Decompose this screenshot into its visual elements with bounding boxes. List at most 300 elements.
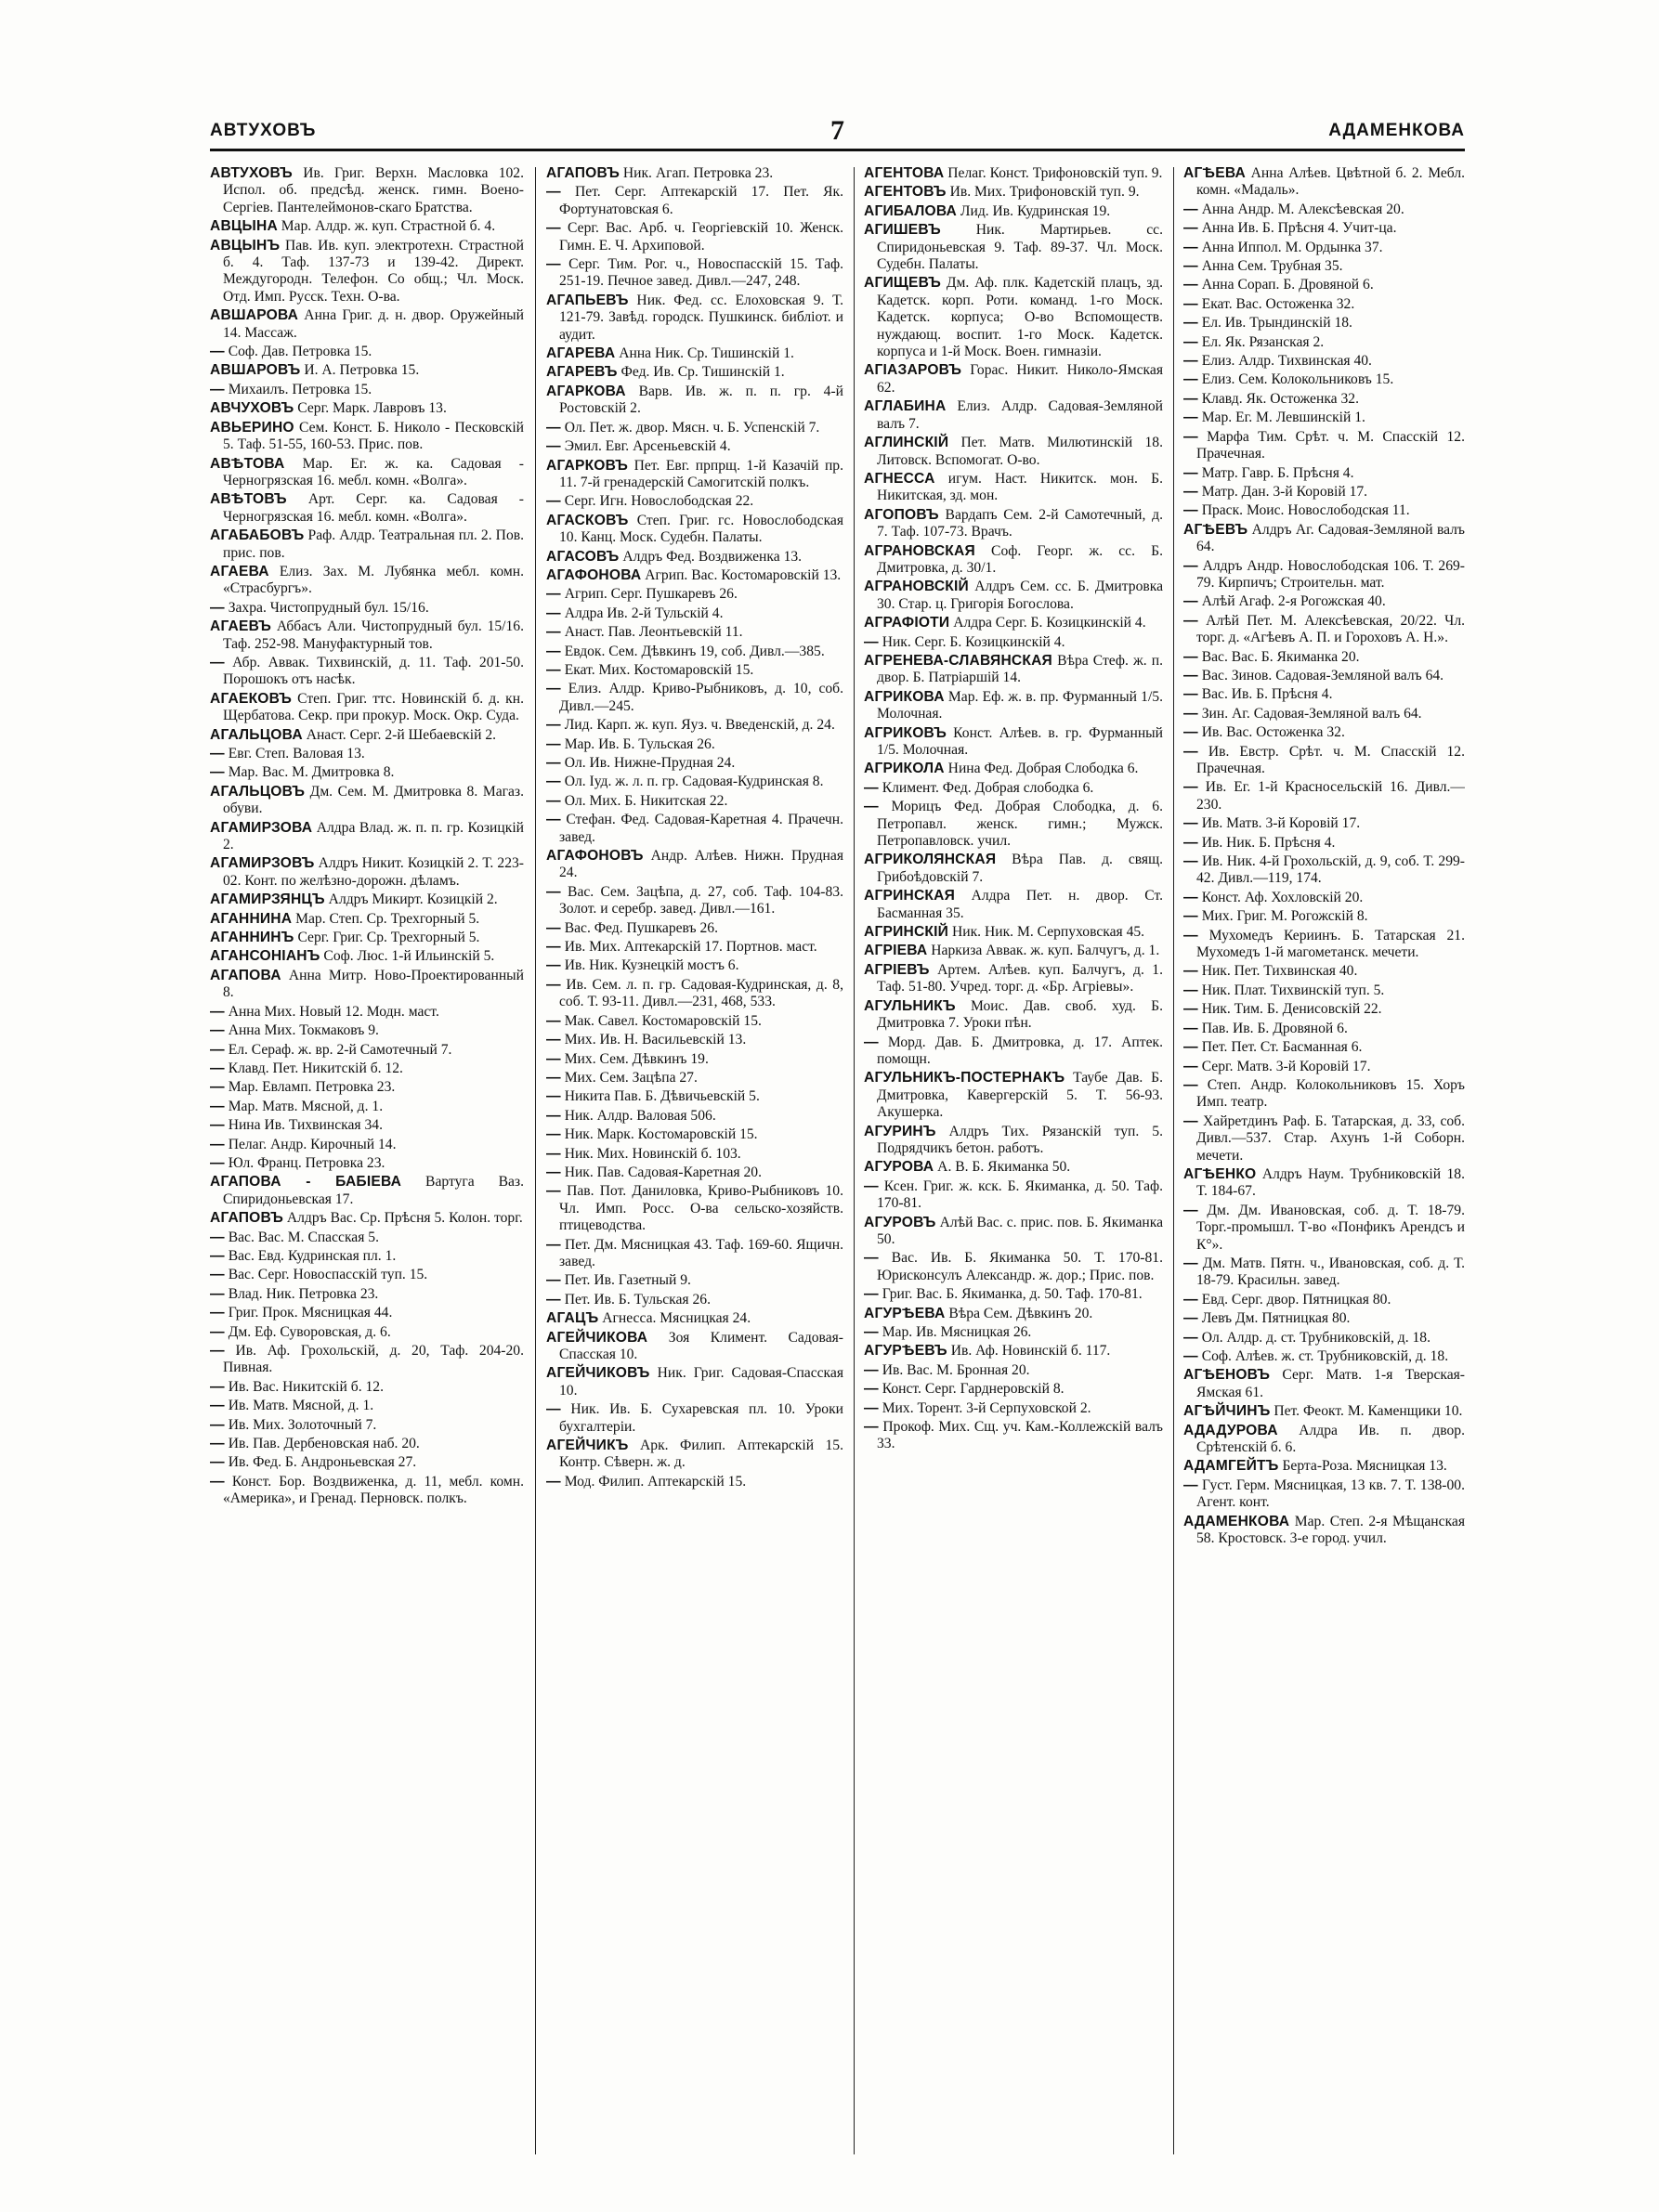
entry-details: Ив. Пав. Дербеновская наб. 20.: [224, 1436, 420, 1452]
entry-details: Берта-Роза. Мясницкая 13.: [1278, 1458, 1447, 1475]
entry-details: Вас. Сем. Зацѣпа, д. 27, соб. Таф. 104-83. Золот. и серебр. завед. Дивл.—161.: [559, 883, 843, 917]
directory-entry: [1183, 429, 1465, 463]
entry-details: Елиз. Алдр. Тихвинская 40.: [1197, 353, 1372, 370]
entry-surname: —: [546, 957, 561, 974]
entry-details: Алдра Серг. Б. Козицкинскiй 4.: [949, 615, 1146, 631]
directory-entry: [210, 1417, 524, 1434]
directory-entry: [210, 1079, 524, 1096]
entry-surname: —: [210, 1060, 225, 1076]
directory-entry: [210, 727, 524, 744]
entry-surname: —: [210, 1079, 225, 1096]
directory-entry: [546, 644, 843, 660]
entry-details: Вас. Фед. Пушкаревъ 26.: [560, 919, 718, 936]
directory-entry: [864, 1306, 1163, 1322]
entry-surname: АГѢЙЧИНЪ: [1183, 1403, 1271, 1420]
entry-details: Пет. Пет. Ст. Басманная 6.: [1197, 1039, 1363, 1056]
entry-surname: АВТУХОВЪ: [210, 165, 293, 181]
entry-surname: —: [546, 1164, 561, 1180]
directory-entry: [1183, 240, 1465, 256]
entry-surname: —: [1183, 724, 1198, 741]
entry-details: Влад. Ник. Петровка 23.: [224, 1285, 379, 1302]
entry-details: Елиз. Алдр. Криво-Рыбниковъ, д. 10, соб. Дивл.—245.: [559, 681, 843, 714]
entry-details: Вѣра Стеф. ж. п. двор. Б. Патрiаршiй 14.: [877, 652, 1163, 686]
directory-entry: [1183, 1330, 1465, 1347]
directory-entry: [1183, 668, 1465, 684]
directory-entry: [546, 605, 843, 622]
directory-entry: [210, 691, 524, 725]
directory-entry: [210, 1174, 524, 1208]
entry-surname: АГЕНТОВА: [864, 165, 945, 181]
entry-surname: —: [1183, 1039, 1198, 1056]
entry-surname: —: [546, 1291, 561, 1308]
entry-details: Клавд. Як. Остоженка 32.: [1197, 390, 1359, 407]
column-1: [210, 165, 524, 2153]
directory-entry: [1183, 1458, 1465, 1475]
entry-surname: —: [1183, 648, 1198, 665]
directory-entry: [1183, 724, 1465, 741]
entry-details: Горас. Никит. Николо-Ямская 62.: [877, 362, 1163, 396]
entry-surname: —: [546, 774, 561, 790]
directory-entry: [210, 1343, 524, 1377]
entry-surname: —: [1183, 889, 1198, 905]
entry-surname: АГАПОВЪ: [210, 1210, 283, 1227]
directory-entry: [1183, 522, 1465, 556]
directory-entry: [1183, 649, 1465, 666]
entry-surname: АГАЛЬЦОВА: [210, 726, 303, 743]
directory-entry: [864, 275, 1163, 360]
entry-surname: АГУРѢЕВА: [864, 1305, 946, 1321]
directory-entry: [1183, 1203, 1465, 1254]
entry-details: Серг. Марк. Лавровъ 13.: [294, 400, 447, 417]
entry-surname: —: [1183, 201, 1198, 217]
directory-entry: [864, 852, 1163, 886]
entry-surname: АГРИКОВА: [864, 688, 945, 705]
entry-surname: АГАСОВЪ: [546, 548, 620, 565]
entry-surname: —: [1183, 982, 1198, 998]
directory-entry: [864, 543, 1163, 578]
entry-surname: —: [1183, 1113, 1198, 1129]
entry-details: Агрип. Вас. Костомаровскiй 13.: [641, 566, 842, 583]
entry-surname: АГРИКОВЪ: [864, 724, 947, 741]
directory-entry: [1183, 277, 1465, 293]
entry-details: Алдръ Фед. Воздвиженка 13.: [619, 548, 803, 565]
entry-details: Морицъ Фед. Добрая Слободка, д. 6. Петропавл. женск. гимн.; Мужск. Петропавловск. учил.: [877, 799, 1163, 850]
entry-details: Хайретдинъ Раф. Б. Татарская, д. 33, соб. Дивл.—537. Стар. Ахунъ 1-й Соборн. мечети.: [1196, 1113, 1465, 1164]
entry-details: Ник. Алдр. Валовая 506.: [560, 1107, 716, 1124]
directory-entry: [864, 1343, 1163, 1360]
entry-details: Дм. Матв. Пятн. ч., Ивановская, соб. д. Т. 18-79. Красильн. завед.: [1196, 1255, 1465, 1289]
entry-surname: АГЕЙЧИКОВА: [546, 1329, 648, 1346]
entry-surname: —: [546, 939, 561, 956]
entry-surname: —: [546, 1032, 561, 1048]
entry-surname: —: [864, 1399, 879, 1416]
directory-entry: [1183, 220, 1465, 237]
entry-surname: —: [210, 1154, 225, 1171]
entry-details: Пав. Ив. Б. Дровяной 6.: [1197, 1020, 1348, 1036]
entry-surname: —: [1183, 295, 1198, 312]
directory-entry: [864, 471, 1163, 505]
directory-entry: [1183, 1292, 1465, 1308]
entry-details: Евдок. Сем. Дѣвкинъ 19, соб. Дивл.—385.: [560, 643, 825, 659]
directory-entry: [546, 1474, 843, 1490]
directory-entry: [546, 1237, 843, 1271]
directory-entry: [1183, 1001, 1465, 1018]
entry-details: Евд. Серг. двор. Пятницкая 80.: [1197, 1291, 1391, 1308]
entry-surname: АГАПЬЕВЪ: [546, 292, 629, 308]
entry-surname: —: [864, 779, 879, 796]
entry-details: Алѣй Агаф. 2-я Рогожская 40.: [1197, 593, 1386, 610]
entry-details: Анна Ив. Б. Прѣсня 4. Учит-ца.: [1197, 220, 1397, 237]
entry-details: Серг. Григ. Ср. Трехгорный 5.: [294, 930, 480, 946]
directory-entry: [210, 655, 524, 689]
directory-entry: [864, 962, 1163, 996]
entry-details: Ник. Пав. Садовая-Каретная 20.: [560, 1164, 762, 1180]
directory-entry: [864, 1124, 1163, 1158]
directory-entry: [864, 1250, 1163, 1284]
entry-surname: АГУРОВА: [864, 1159, 934, 1176]
entry-surname: —: [1183, 593, 1198, 610]
entry-surname: —: [1183, 743, 1198, 760]
directory-entry: [210, 1267, 524, 1283]
entry-surname: —: [546, 1236, 561, 1253]
entry-surname: —: [210, 764, 225, 781]
directory-entry: [1183, 484, 1465, 501]
directory-entry: [546, 1051, 843, 1068]
entry-surname: —: [546, 1473, 561, 1490]
entry-surname: АВЧУХОВЪ: [210, 400, 294, 417]
entry-details: Артем. Алѣев. куп. Балчугъ, д. 1. Таф. 51-80. Учред. торг. д. «Бр. Агрiевы».: [877, 961, 1163, 995]
entry-details: Клавд. Пет. Никитскiй б. 12.: [224, 1060, 403, 1076]
entry-surname: —: [1183, 927, 1198, 943]
entry-details: Мар. Ег. М. Левшинскiй 1.: [1197, 410, 1365, 426]
entry-details: Праск. Моис. Новослободская 11.: [1197, 502, 1410, 519]
entry-details: Анна Мих. Токмаковъ 9.: [224, 1022, 379, 1039]
directory-entry: [546, 513, 843, 547]
entry-surname: —: [1183, 390, 1198, 407]
entry-details: Конст. Алѣев. в. гр. Фурманный 1/5. Молочная.: [877, 724, 1163, 758]
entry-details: Ив. Сем. л. п. гр. Садовая-Кудринская, д. 8, соб. Т. 93-11. Дивл.—231, 468, 533.: [559, 976, 843, 1010]
entry-surname: —: [546, 1272, 561, 1289]
directory-entry: [546, 1438, 843, 1472]
entry-surname: —: [546, 493, 561, 510]
entry-details: Мих. Торент. 3-й Серпуховской 2.: [878, 1399, 1091, 1416]
entry-details: Морд. Дав. Б. Дмитровка, д. 17. Аптек. помощн.: [877, 1034, 1163, 1067]
entry-surname: АГАРЕВЪ: [546, 364, 618, 381]
entry-details: Алдра Ив. 2-й Тульскiй 4.: [560, 605, 724, 621]
entry-surname: —: [864, 1286, 879, 1303]
entry-surname: АВШАРОВЪ: [210, 362, 301, 379]
entry-details: Алдра Пет. н. двор. Ст. Басманная 35.: [877, 888, 1163, 921]
entry-details: Зоя Климент. Садовая-Спасская 10.: [559, 1329, 843, 1362]
entry-details: Алѣй Вас. с. прис. пов. Б. Якиманка 50.: [877, 1214, 1163, 1247]
entry-surname: —: [210, 1416, 225, 1433]
directory-entry: [864, 435, 1163, 469]
directory-entry: [210, 891, 524, 908]
entry-details: Матр. Дан. 3-й Коровiй 17.: [1197, 483, 1368, 500]
entry-surname: —: [210, 344, 225, 360]
directory-entry: [546, 458, 843, 492]
entry-surname: —: [864, 633, 879, 650]
entry-surname: АВЬЕРИНО: [210, 419, 294, 436]
directory-entry: [1183, 1348, 1465, 1365]
directory-entry: [210, 1022, 524, 1039]
entry-surname: —: [210, 1323, 225, 1340]
entry-details: Сем. Конст. Б. Николо - Песковскiй 5. Таф. 51-55, 160-53. Прис. пов.: [223, 419, 524, 453]
entry-surname: —: [1183, 557, 1198, 574]
directory-entry: [864, 184, 1163, 201]
directory-entry: [546, 1292, 843, 1308]
entry-surname: —: [1183, 1329, 1198, 1346]
entry-details: Алдръ Вас. Ср. Прѣсня 5. Колон. торг.: [282, 1210, 523, 1227]
entry-details: Вѣра Пав. д. свящ. Грибоѣдовскiй 7.: [877, 852, 1163, 885]
entry-surname: АГУРИНЪ: [864, 1123, 936, 1139]
directory-entry: [546, 1401, 843, 1436]
entry-details: Ол. Пет. ж. двор. Мясн. ч. Б. Успенскiй 7.: [560, 419, 820, 436]
directory-entry: [864, 653, 1163, 687]
column-divider: [535, 167, 536, 2154]
entry-surname: —: [1183, 239, 1198, 255]
directory-entry: [1183, 391, 1465, 408]
entry-surname: АГАРКОВЪ: [546, 457, 629, 474]
entry-details: Дм. Дм. Ивановская, соб. д. Т. 18-79. Торг.-промышл. Т-во «Понфикъ Арендсъ и К°».: [1196, 1202, 1465, 1253]
entry-details: Михаилъ. Петровка 15.: [224, 381, 372, 397]
entry-details: Серг. Игн. Новослободская 22.: [560, 493, 754, 510]
directory-entry: [864, 1215, 1163, 1249]
entry-surname: —: [1183, 1477, 1198, 1493]
entry-surname: —: [546, 735, 561, 752]
entry-details: Анна Андр. М. Алексѣевская 20.: [1197, 201, 1404, 217]
directory-entry: [1183, 296, 1465, 313]
entry-details: Марфа Тим. Срѣт. ч. М. Спасскiй 12. Прачечная.: [1196, 428, 1465, 462]
directory-entry: [210, 784, 524, 818]
entry-surname: —: [210, 746, 225, 761]
directory-entry: [210, 218, 524, 235]
entry-details: Ив. Мих. Аптекарскiй 17. Портнов. маст.: [560, 939, 817, 956]
directory-entry: [210, 855, 524, 890]
entry-details: Вардапъ Сем. 2-й Самотечный, д. 7. Таф. 107-73. Врачъ.: [877, 506, 1163, 540]
entry-details: Вас. Серг. Новоспасскiй туп. 15.: [224, 1267, 428, 1283]
directory-entry: [1183, 593, 1465, 610]
directory-entry: [864, 1034, 1163, 1069]
entry-surname: АГАПОВЪ: [546, 165, 620, 181]
entry-surname: АГѢЕНКО: [1183, 1165, 1257, 1182]
entry-surname: АГРIЕВЪ: [864, 961, 930, 978]
entry-details: Лид. Карп. ж. куп. Яуз. ч. Введенскiй, д. 24.: [560, 717, 835, 734]
entry-surname: —: [1183, 353, 1198, 370]
entry-surname: —: [210, 1378, 225, 1395]
directory-entry: [546, 1365, 843, 1399]
entry-details: Дм. Аф. плк. Кадетскiй плацъ, зд. Кадетск. корп. Роти. команд. 1-го Моск. Кадетск. корпуса; О-во Вспомоществ. нуждающ. воспит. 1-го Моск. Кадетск. корпуса и 1-й Моск. Воен. гимназiи.: [877, 275, 1163, 360]
entry-surname: —: [546, 1145, 561, 1162]
entry-surname: —: [1183, 1310, 1198, 1327]
entry-details: Пет. Феокт. М. Каменщики 10.: [1270, 1403, 1463, 1420]
entry-details: Лид. Ив. Кудринская 19.: [957, 202, 1111, 219]
entry-surname: —: [1183, 815, 1198, 832]
entry-surname: —: [210, 1285, 225, 1302]
entry-details: Мар. Еф. ж. в. пр. Фурманный 1/5. Молочная.: [877, 688, 1163, 722]
directory-entry: [864, 888, 1163, 922]
entry-surname: АГАННИНЪ: [210, 930, 294, 946]
entry-details: Анна Ник. Ср. Тишинскiй 1.: [615, 345, 794, 362]
entry-surname: —: [864, 1419, 879, 1436]
directory-entry: [210, 491, 524, 526]
entry-details: Анна Сорап. Б. Дровяной 6.: [1197, 277, 1374, 293]
entry-details: Серг. Вас. Арб. ч. Георгiевскiй 10. Женск. Гимн. Е. Ч. Архиповой.: [559, 220, 843, 254]
entry-surname: —: [546, 755, 561, 771]
directory-entry: [1183, 1310, 1465, 1327]
directory-entry: [1183, 890, 1465, 906]
entry-surname: —: [210, 1398, 225, 1414]
entry-details: Пет. Евг. прпрщ. 1-й Казачiй пр. 11. 7-й гренадерскiй Самогитскiй полкъ.: [559, 457, 843, 490]
directory-entry: [210, 1155, 524, 1172]
entry-details: Мар. Степ. 2-я Мѣщанская 58. Кростовск. 3-е город. учил.: [1196, 1513, 1465, 1547]
entry-details: Соф. Алѣев. ж. ст. Трубниковскiй, д. 18.: [1197, 1348, 1449, 1364]
directory-entry: [864, 725, 1163, 760]
directory-entry: [1183, 1514, 1465, 1548]
directory-entry: [210, 362, 524, 379]
directory-entry: [210, 1454, 524, 1471]
directory-entry: [1183, 371, 1465, 388]
entry-surname: АГИЩЕВЪ: [864, 275, 942, 292]
entry-details: Елиз. Сем. Колокольниковъ 15.: [1197, 371, 1394, 388]
entry-surname: —: [546, 1088, 561, 1105]
entry-surname: —: [210, 1041, 225, 1058]
entry-surname: —: [1183, 667, 1198, 683]
entry-surname: —: [546, 661, 561, 678]
entry-surname: —: [864, 1250, 879, 1267]
directory-entry: [1183, 202, 1465, 218]
directory-entry: [864, 1178, 1163, 1213]
entry-surname: АГОПОВЪ: [864, 506, 939, 523]
entry-surname: —: [1183, 1291, 1198, 1308]
entry-details: Мар. Вас. М. Дмитровка 8.: [224, 764, 395, 781]
entry-details: Мар. Евламп. Петровка 23.: [224, 1079, 396, 1096]
entry-surname: —: [210, 381, 225, 397]
entry-details: Ив. Ег. 1-й Красносельскiй 16. Дивл.—230.: [1196, 779, 1465, 813]
entry-details: Андр. Алѣев. Нижн. Прудная 24.: [559, 848, 843, 881]
directory-entry: [210, 238, 524, 306]
directory-entry: [864, 1286, 1163, 1303]
entry-details: Елиз. Алдр. Садовая-Земляной валъ 7.: [877, 398, 1163, 432]
entry-details: Эмил. Евг. Арсеньевскiй 4.: [560, 438, 731, 455]
directory-entry: [210, 746, 524, 762]
entry-surname: —: [1183, 686, 1198, 703]
entry-details: Вартуга Ваз. Спиридоньевская 17.: [223, 1174, 524, 1207]
entry-details: А. В. Б. Якиманка 50.: [934, 1159, 1071, 1176]
entry-details: Вас. Ив. Б. Прѣсня 4.: [1197, 686, 1333, 703]
entry-surname: —: [1183, 1076, 1198, 1093]
entry-surname: АГАБАБОВЪ: [210, 527, 305, 544]
directory-entry: [864, 1419, 1163, 1453]
entry-surname: —: [210, 1473, 225, 1490]
entry-details: Григ. Вас. Б. Якиманка, д. 50. Таф. 170-81.: [878, 1286, 1143, 1303]
entry-surname: —: [546, 792, 561, 809]
entry-surname: —: [1183, 1348, 1198, 1364]
entry-surname: АВЦЫНА: [210, 218, 278, 235]
entry-surname: —: [1183, 705, 1198, 722]
entry-surname: —: [546, 1126, 561, 1143]
entry-details: Алѣй Пет. М. Алексѣевская, 20/22. Чл. торг. д. «Агѣевъ А. П. и Гороховъ А. Н.».: [1196, 612, 1465, 646]
entry-details: Елиз. Зах. М. Лубянка мебл. комн. «Страсбургъ».: [223, 563, 524, 597]
entry-details: Никита Пав. Б. Дѣвичьевскiй 5.: [560, 1088, 760, 1105]
entry-surname: —: [546, 586, 561, 603]
entry-details: Екат. Мих. Костомаровскiй 15.: [560, 661, 754, 678]
entry-surname: —: [210, 1436, 225, 1452]
entry-details: Ол. Ив. Нижне-Прудная 24.: [560, 755, 736, 771]
directory-entry: [864, 689, 1163, 723]
directory-entry: [210, 1230, 524, 1246]
entry-details: Ник. Плат. Тихвинскiй туп. 5.: [1197, 982, 1385, 998]
directory-entry: [546, 681, 843, 715]
entry-details: Мод. Филип. Аптекарскiй 15.: [560, 1473, 747, 1490]
entry-surname: —: [210, 1454, 225, 1471]
directory-entry: [210, 930, 524, 946]
entry-surname: АГАЕВА: [210, 563, 269, 579]
directory-entry: [864, 1324, 1163, 1341]
entry-details: Пет. Ив. Газетный 9.: [560, 1272, 691, 1289]
directory-entry: [210, 1099, 524, 1115]
entry-surname: —: [210, 1136, 225, 1152]
directory-entry: [210, 1286, 524, 1303]
directory-entry: [546, 1108, 843, 1125]
directory-entry: [546, 293, 843, 344]
directory-entry: [210, 948, 524, 965]
directory-entry: [210, 1474, 524, 1508]
entry-surname: —: [1183, 612, 1198, 629]
entry-surname: АГАЕВЪ: [210, 618, 272, 635]
entry-surname: АВШАРОВА: [210, 307, 299, 324]
entry-details: Левъ Дм. Пятницкая 80.: [1197, 1310, 1351, 1327]
entry-surname: —: [210, 599, 225, 616]
directory-entry: [1183, 1059, 1465, 1075]
directory-entry: [1183, 686, 1465, 703]
entry-surname: АГЛИНСКIЙ: [864, 435, 949, 451]
page-number: 7: [830, 115, 844, 146]
entry-details: Анна Иппол. М. Ордынка 37.: [1197, 239, 1383, 255]
directory-entry: [546, 624, 843, 641]
directory-entry: [546, 1330, 843, 1364]
directory-entry: [546, 1146, 843, 1163]
entry-details: Ив. Матв. Мясной, д. 1.: [224, 1398, 374, 1414]
entry-details: Ник. Ник. М. Серпуховская 45.: [948, 924, 1145, 941]
directory-entry: [1183, 558, 1465, 592]
entry-details: Пет. Дм. Мясницкая 43. Таф. 169-60. Ящичн. завед.: [559, 1236, 843, 1269]
entry-details: Ив. Мих. Золоточный 7.: [224, 1416, 377, 1433]
entry-details: Ол. Алдр. д. ст. Трубниковскiй, д. 18.: [1197, 1329, 1430, 1346]
entry-surname: —: [864, 1381, 879, 1398]
entry-surname: —: [546, 624, 561, 641]
entry-surname: АГIАЗАРОВЪ: [864, 362, 962, 379]
entry-surname: —: [1183, 502, 1198, 519]
entry-surname: АГАМИРЗЯНЦЪ: [210, 891, 325, 908]
entry-details: Алдръ Тих. Рязанскiй туп. 5. Подрядчикъ бетон. работъ.: [877, 1123, 1163, 1156]
directory-entry: [546, 793, 843, 810]
entry-details: Ол. Iуд. ж. л. п. гр. Садовая-Кудринская 8.: [560, 774, 824, 790]
directory-entry: [546, 1070, 843, 1086]
entry-details: Стефан. Фед. Садовая-Каретная 4. Прачечн. завед.: [559, 812, 843, 845]
entry-details: Моис. Дав. своб. худ. Б. Дмитровка 7. Уроки пѣн.: [877, 997, 1163, 1032]
entry-surname: АГРАНОВСКIЙ: [864, 579, 969, 595]
directory-entry: [546, 774, 843, 790]
directory-entry: [864, 943, 1163, 959]
entry-surname: АГРIЕВА: [864, 943, 928, 959]
entry-surname: АГАСКОВЪ: [546, 512, 629, 528]
entry-surname: АГАМИРЗОВА: [210, 819, 313, 836]
entry-details: Серг. Матв. 3-й Коровiй 17.: [1197, 1058, 1371, 1074]
entry-surname: —: [546, 883, 561, 900]
directory-entry: [546, 977, 843, 1011]
entry-details: Мак. Савел. Костомаровскiй 15.: [560, 1012, 762, 1029]
